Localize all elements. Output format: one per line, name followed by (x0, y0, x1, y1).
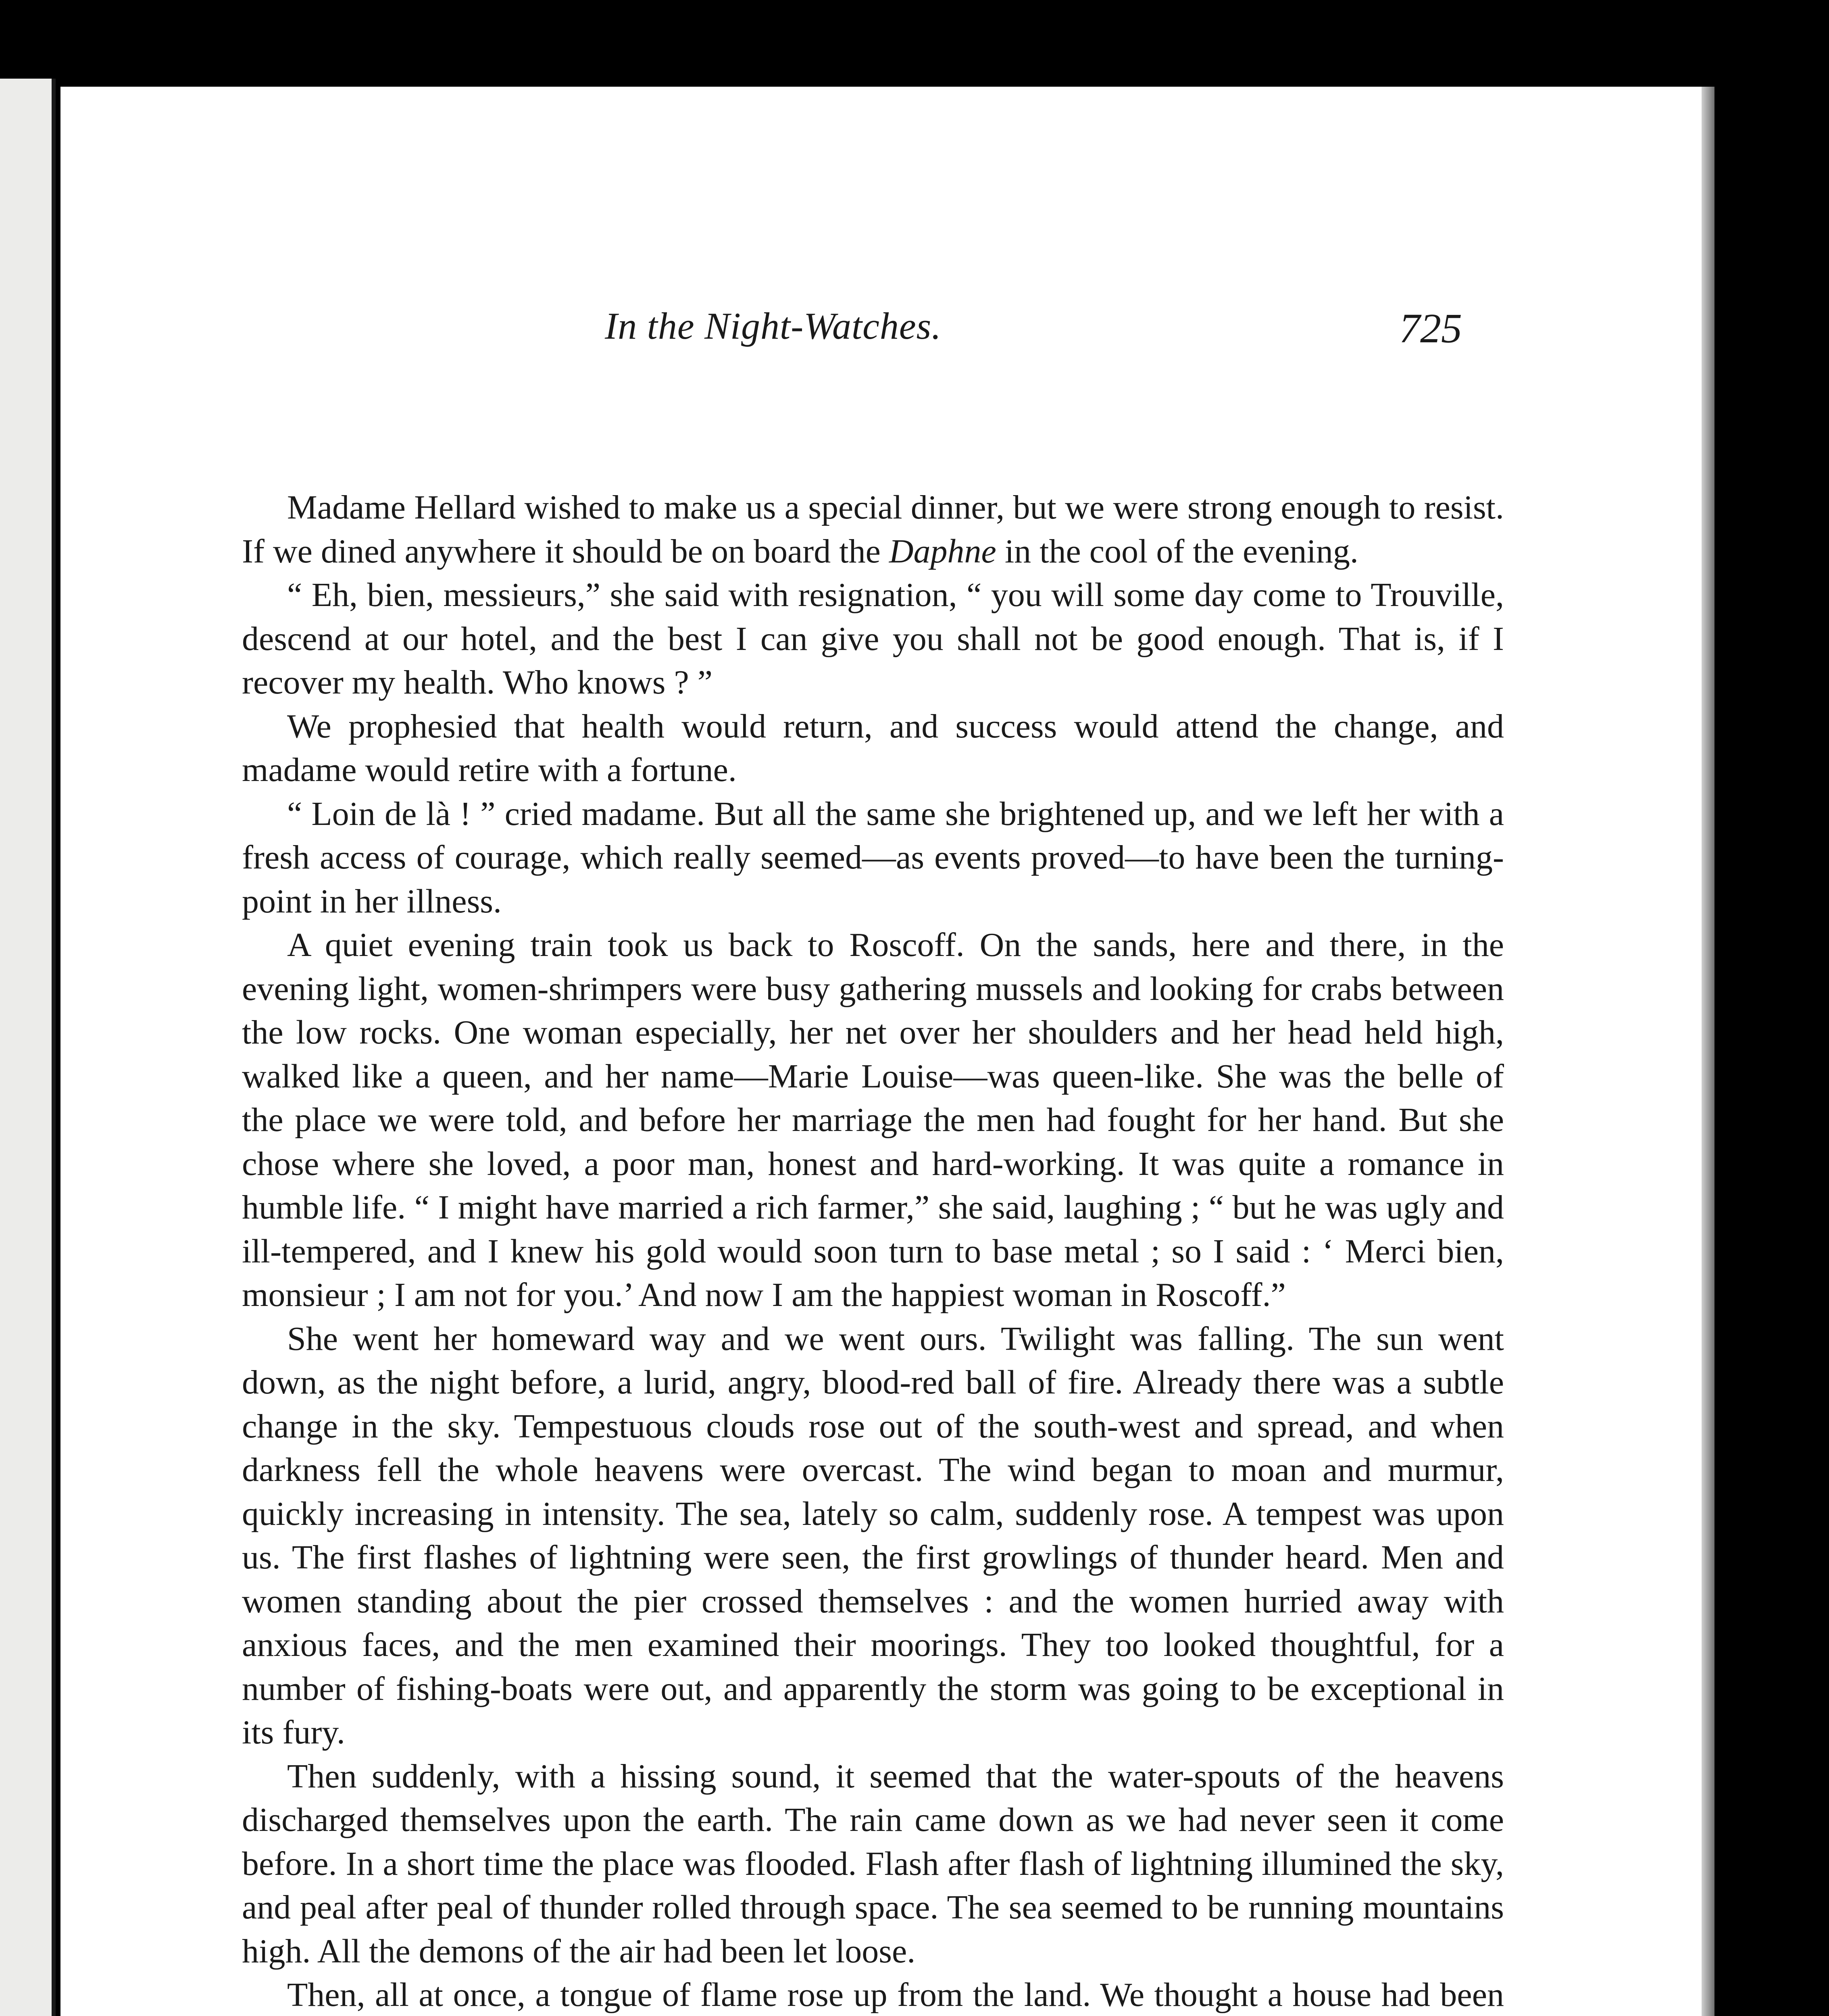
paragraph: She went her homeward way and we went ours. Twilight was falling. The sun went down, as the night before, a lurid, angry, blood-red ball of fire. Already there was a subtle change in the sky. Tempestuous clouds rose out of the south-west and spread, and when darkness fell the whole heavens were overcast. The wind began to moan and murmur, quickly increasing in intensity. The sea, lately so calm, suddenly rose. A tempest was upon us. The first flashes of lightning were seen, the first growlings of thunder heard. Men and women standing about the pier crossed themselves : and the women hurried away with anxious faces, and the men examined their moorings. They too looked thoughtful, for a number of fishing-boats were out, and apparently the storm was going to be exceptional in its fury. (242, 1320, 1504, 1751)
body-text (242, 486, 1504, 2016)
paragraph: Madame Hellard wished to make us a special dinner, but we were strong enough to resist. If we dined anywhere it should be on board the Daphne in the cool of the evening. (242, 489, 1504, 570)
running-title: In the Night-Watches. (605, 305, 942, 347)
paragraph: “ Loin de là ! ” cried madame. But all the same she brightened up, and we left her with a fresh access of courage, which really seemed—as events proved—to have been the turning-point in her illness. (242, 795, 1504, 920)
paragraph: We prophesied that health would return, and success would attend the change, and madame would retire with a fortune. (242, 707, 1504, 789)
paragraph: A quiet evening train took us back to Roscoff. On the sands, here and there, in the evening light, women-shrimpers were busy gathering mussels and looking for crabs between the low rocks. One woman especially, her net over her shoulders and her head held high, walked like a queen, and her name—Marie Louise—was queen-like. She was the belle of the place we were told, and before her marriage the men had fought for her hand. But she chose where she loved, a poor man, honest and hard-working. It was quite a romance in humble life. “ I might have married a rich farmer,” she said, laughing ; “ but he was ugly and ill-tempered, and I knew his gold would soon turn to base metal ; so I said : ‘ Merci bien, monsieur ; I am not for you.’ And now I am the happiest woman in Roscoff.” (242, 926, 1504, 1314)
running-header (60, 304, 1706, 361)
paragraph: “ Eh, bien, messieurs,” she said with resignation, “ you will some day come to Trouville, descend at our hotel, and the best I can give you shall not be good enough. That is, if I recover my health. Who knows ? ” (242, 576, 1504, 701)
page-number: 725 (1399, 305, 1462, 352)
page-edge-shadow (1702, 87, 1714, 2016)
book-page (60, 87, 1706, 2016)
paragraph: Then, all at once, a tongue of flame rose up from the land. We thought a house had been (287, 1976, 1504, 2014)
ship-name: Daphne (889, 532, 996, 570)
facing-page-edge (0, 79, 56, 2016)
paragraph: Then suddenly, with a hissing sound, it seemed that the water-spouts of the heavens discharged themselves upon the earth. The rain came down as we had never seen it come before. In a short time the place was flooded. Flash after flash of lightning illumined the sky, and peal after peal of thunder rolled through space. The sea seemed to be running mountains high. All the demons of the air had been let loose. (242, 1757, 1504, 1970)
